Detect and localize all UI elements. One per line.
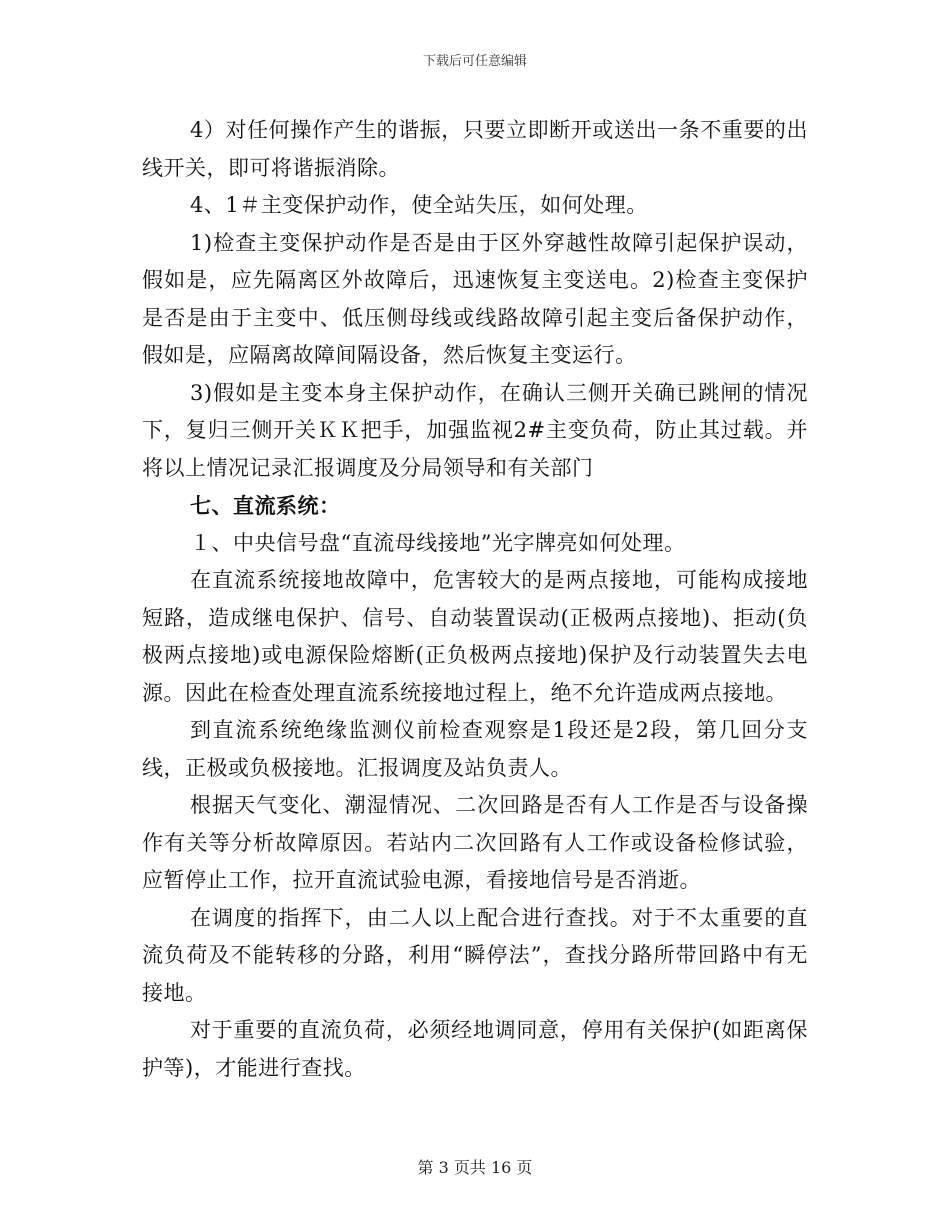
document-body — [142, 112, 808, 1087]
paragraph-resonance-step-4: 4）对任何操作产生的谐振，只要立即断开或送出一条不重要的出线开关，即可将谐振消除。 — [142, 118, 808, 180]
page-header: 下载后可任意编辑 — [422, 54, 527, 69]
page-footer: 第 3 页共 16 页 — [417, 1158, 533, 1177]
paragraph-grounding-fault: 在直流系统接地故障中，危害较大的是两点接地，可能构成接地短路，造成继电保护、信号、自动装置误动(正极两点接地)、拒动(负极两点接地)或电源保险熔断(正负极两点接地)保护及行动装置失去电源。因此在检查处理直流系统接地过程上，绝不允许造成两点接地。 — [142, 568, 808, 705]
paragraph-check-protection: 1)检查主变保护动作是否是由于区外穿越性故障引起保护误动，假如是，应先隔离区外故障后，迅速恢复主变送电。2)检查主变保护是否是由于主变中、低压侧母线或线路故障引起主变后备保护动作，假如是，应隔离故障间隔设备，然后恢复主变运行。 — [142, 230, 808, 367]
section-heading-dc-system: 七、直流系统： — [190, 493, 341, 518]
paragraph-main-protection: 3)假如是主变本身主保护动作，在确认三侧开关确已跳闸的情况下，复归三侧开关ＫＫ把手，加强监视2#主变负荷，防止其过载。并将以上情况记录汇报调度及分局领导和有关部门 — [142, 380, 808, 480]
paragraph-search-method: 在调度的指挥下，由二人以上配合进行查找。对于不太重要的直流负荷及不能转移的分路，利用“瞬停法”，查找分路所带回路中有无接地。 — [142, 905, 808, 1005]
paragraph-important-load: 对于重要的直流负荷，必须经地调同意，停用有关保护(如距离保护等)，才能进行查找。 — [142, 1018, 808, 1080]
paragraph-cause-analysis: 根据天气变化、潮湿情况、二次回路是否有人工作是否与设备操作有关等分析故障原因。若站内二次回路有人工作或设备检修试验，应暂停止工作，拉开直流试验电源，看接地信号是否消逝。 — [142, 793, 808, 892]
question-4-heading: 4、1＃主变保护动作，使全站失压，如何处理。 — [190, 193, 648, 217]
question-1-heading: １、中央信号盘“直流母线接地”光字牌亮如何处理。 — [190, 530, 686, 555]
paragraph-insulation-monitor: 到直流系统绝缘监测仪前检查观察是1段还是2段，第几回分支线，正极或负极接地。汇报调度及站负责人。 — [142, 718, 808, 780]
